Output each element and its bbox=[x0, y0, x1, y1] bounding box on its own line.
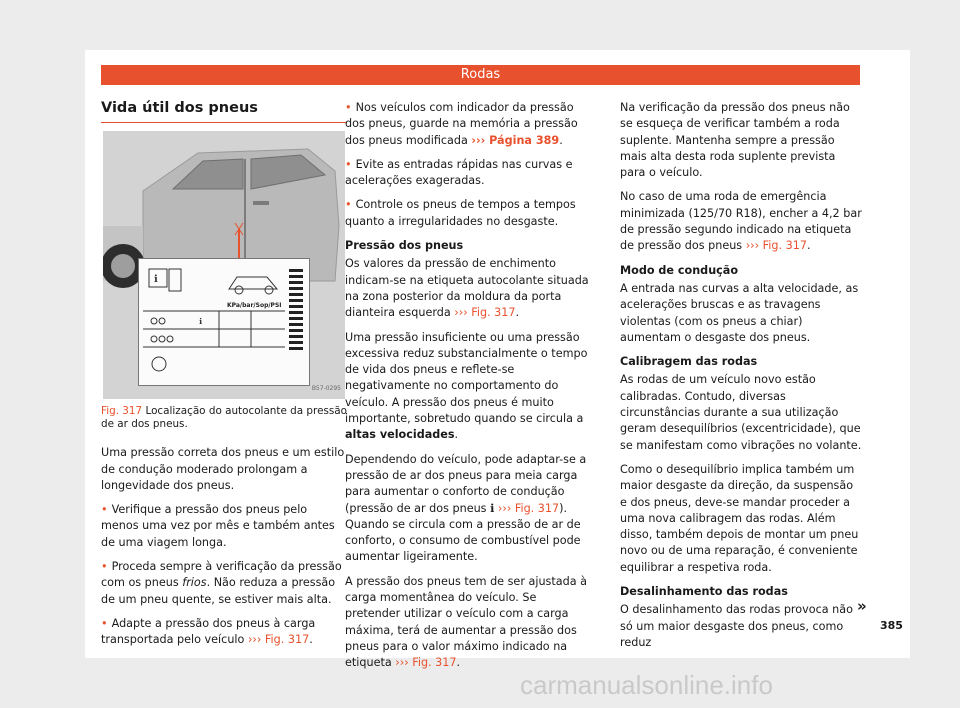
bullet-adapt-load: • Adapte a pressão dos pneus à carga transportada pelo veículo ››› Fig. 317. bbox=[101, 616, 347, 649]
ref-page-389[interactable]: ››› Página 389 bbox=[471, 133, 560, 147]
ref-fig-317[interactable]: ››› Fig. 317 bbox=[454, 306, 516, 320]
subheading-wheel-balancing: Calibragem das rodas bbox=[620, 355, 758, 369]
column-2 bbox=[345, 100, 595, 680]
section-title-tyre-life: Vida útil dos pneus bbox=[101, 98, 347, 123]
figure-tyre-label bbox=[103, 131, 345, 399]
figure-caption-text: Localização do autocolante da pressão de ar dos pneus. bbox=[101, 405, 348, 431]
paragraph-misalignment: O desalinhamento das rodas provoca não só um maior desgaste dos pneus, como reduz bbox=[620, 603, 853, 649]
tyre-pressure-label bbox=[138, 258, 310, 386]
tyre-pressure-diagram bbox=[139, 259, 309, 385]
paragraph-balancing-1: As rodas de um veículo novo estão calibradas. Contudo, diversas circunstâncias durante a sua utilização geram desequilíbrios (excentricidade), que se manifestam como vibrações no volante. bbox=[620, 373, 862, 452]
ref-fig-317[interactable]: ››› Fig. 317 bbox=[247, 633, 310, 647]
paragraph-balancing-2: Como o desequilíbrio implica também um maior desgaste da direção, da suspensão e dos pneus, deve-se mandar proceder a uma nova calibragem das rodas. Além disso, também depois de montar um pneu novo ou de uma reparação, é conveniente equilibrar a respetiva roda. bbox=[620, 462, 859, 574]
paragraph-pressure-label: Os valores da pressão de enchimento indicam-se na etiqueta autocolante situada na zona posterior da moldura da porta dianteira esquerda ››› Fig. 317. bbox=[345, 257, 589, 320]
continue-arrow-icon: » bbox=[857, 597, 867, 615]
figure-code: B57-0295 bbox=[311, 385, 341, 392]
paragraph-spare-wheel: Na verificação da pressão dos pneus não se esqueça de verificar também a roda suplente. Mantenha sempre a pressão mais alta desta roda suplente prevista para o veículo. bbox=[620, 101, 850, 180]
paragraph-pressure-effects: Uma pressão insuficiente ou uma pressão excessiva reduz substancialmente o tempo de vida dos pneus e reflete-se negativamente no comportamento do veículo. A pressão dos pneus é muito importante, sobretudo quando se circula a altas velocidades. bbox=[345, 330, 588, 442]
watermark: carmanualsonline.info bbox=[520, 670, 773, 700]
paragraph-emergency-wheel: No caso de uma roda de emergência minimizada (125/70 R18), encher a 4,2 bar de pressão segundo indicado na etiqueta de pressão dos pneus ››› Fig. 317. bbox=[620, 190, 862, 253]
label-units-text: KPa/bar/Sop/PSI bbox=[227, 302, 282, 310]
svg-text:ℹ: ℹ bbox=[154, 274, 158, 286]
bullet-check-monthly: • Verifique a pressão dos pneus pelo menos uma vez por mês e também antes de uma viagem longa. bbox=[101, 502, 347, 551]
ref-fig-317[interactable]: ››› Fig. 317 bbox=[745, 239, 807, 253]
paragraph-load-pressure: A pressão dos pneus tem de ser ajustada à carga momentânea do veículo. Se pretender utilizar o veículo com a carga máxima, terá de aumentar a pressão dos pneus para o valor máximo indicado na etiqueta ››› Fig. 317. bbox=[345, 574, 587, 670]
bullet-pressure-indicator: • Nos veículos com indicador da pressão dos pneus, guarde na memória a pressão dos pneus modificada ››› Página 389. bbox=[345, 100, 595, 149]
chapter-header: Rodas bbox=[101, 65, 860, 85]
column-1 bbox=[101, 98, 347, 657]
subheading-tyre-pressure: Pressão dos pneus bbox=[345, 239, 464, 253]
figure-number: Fig. 317 bbox=[101, 405, 143, 418]
column-3 bbox=[620, 100, 862, 659]
svg-text:ℹ: ℹ bbox=[199, 317, 203, 327]
info-icon: ℹ bbox=[490, 501, 495, 515]
ref-fig-317[interactable]: ››› Fig. 317 bbox=[497, 501, 560, 515]
barcode bbox=[289, 269, 303, 350]
bullet-check-wear: • Controle os pneus de tempos a tempos quanto a irregularidades no desgaste. bbox=[345, 197, 595, 230]
paragraph-driving-mode: A entrada nas curvas a alta velocidade, as acelerações bruscas e as travagens violentas (com os pneus a chiar) aumentam o desgaste dos pneus. bbox=[620, 281, 859, 344]
paragraph-comfort-pressure: Dependendo do veículo, pode adaptar-se a pressão de ar dos pneus para meia carga para aumentar o conforto de condução (pressão de ar dos pneus ℹ ››› Fig. 317). Quando se circula com a pressão de ar de conforto, o consumo de combustível pode aumentar ligeiramente. bbox=[345, 452, 587, 564]
bullet-check-cold: • Proceda sempre à verificação da pressão com os pneus frios. Não reduza a pressão de um pneu quente, se estiver mais alta. bbox=[101, 559, 347, 608]
subheading-wheel-misalignment: Desalinhamento das rodas bbox=[620, 585, 788, 599]
figure-caption bbox=[101, 405, 347, 431]
subheading-driving-mode: Modo de condução bbox=[620, 263, 739, 277]
ref-fig-317[interactable]: ››› Fig. 317 bbox=[395, 656, 457, 670]
page-number: 385 bbox=[880, 619, 903, 632]
intro-paragraph: Uma pressão correta dos pneus e um estilo de condução moderado prolongam a longevidade dos pneus. bbox=[101, 446, 345, 492]
bullet-avoid-fast-curves: • Evite as entradas rápidas nas curvas e acelerações exageradas. bbox=[345, 157, 595, 190]
